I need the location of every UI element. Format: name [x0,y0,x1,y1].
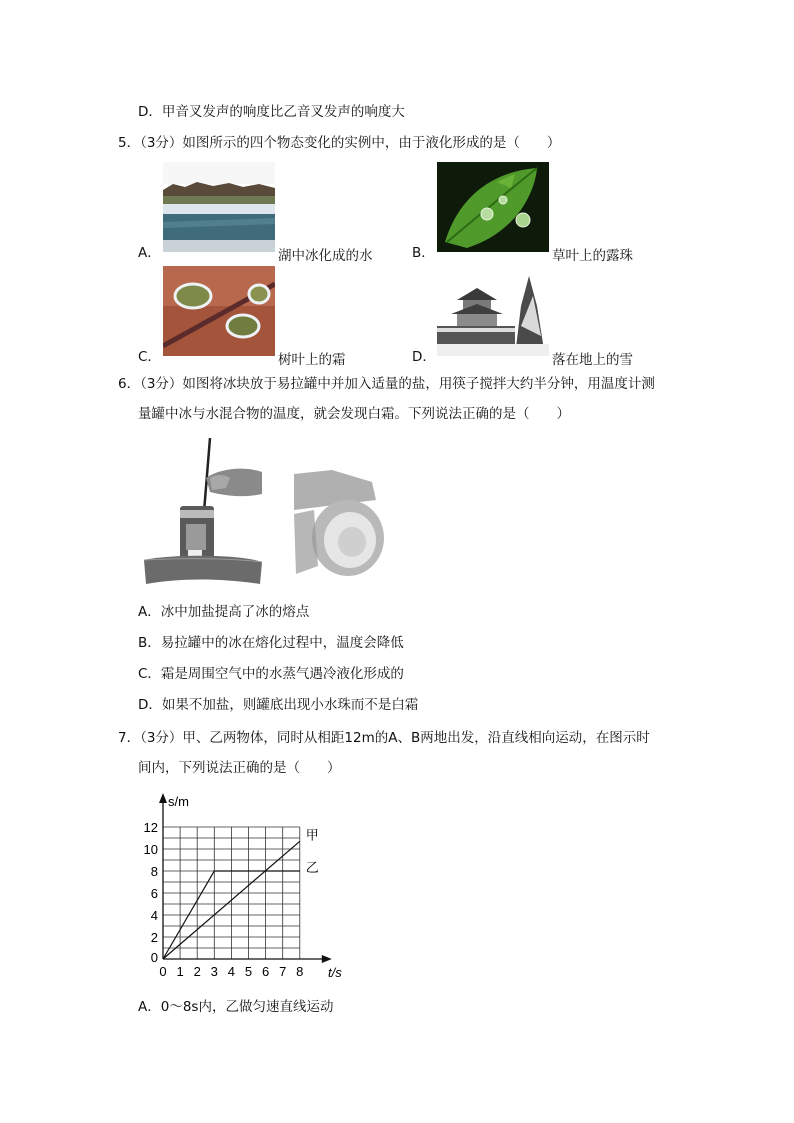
q6-stem-line1: 6．（3分）如图将冰块放于易拉罐中并加入适量的盐，用筷子搅拌大约半分钟，用温度计测 [118,376,655,392]
q4-option-d: D．甲音叉发声的响度比乙音叉发声的响度大 [138,104,405,120]
x-tick-label: 2 [193,964,201,979]
y-axis-label: s/m [168,794,189,809]
x-axis-arrow [322,955,332,963]
frost-leaves-photo [163,266,275,356]
leaf-dew-photo [437,162,549,252]
x-tick-label: 0 [159,964,167,979]
y-axis-arrow [159,793,167,803]
q7-stem-line1: 7．（3分）甲、乙两物体，同时从相距12m的A、B两地出发，沿直线相向运动，在图示时 [118,730,650,746]
x-tick-label: 7 [279,964,287,979]
distance-time-chart [130,788,370,982]
q6-stem-line2: 量罐中冰与水混合物的温度，就会发现白霜。下列说法正确的是（ ） [138,406,570,422]
snow-temple-photo [437,266,549,356]
q5-stem: 5．（3分）如图所示的四个物态变化的实例中，由于液化形成的是（ ） [118,135,561,151]
q6-option-c: C．霜是周围空气中的水蒸气遇冷液化形成的 [138,666,404,682]
frosted-can-bottom-photo [292,470,388,580]
x-tick-label: 8 [296,964,304,979]
x-tick-label: 6 [261,964,270,979]
x-tick-label: 1 [176,964,184,979]
y-tick-label: 0 [150,950,158,965]
series-label: 甲 [305,827,319,843]
y-tick-label: 6 [150,886,158,901]
x-tick-label: 5 [244,964,253,979]
chart-axes [159,793,332,963]
q6-option-b: B．易拉罐中的冰在熔化过程中，温度会降低 [138,635,404,651]
q7-stem-line2: 间内，下列说法正确的是（ ） [138,760,341,776]
q7-option-a: A．0～8s内，乙做匀速直线运动 [138,999,334,1015]
q5-option-b-letter: B． [412,245,435,261]
q5-option-a-caption: 湖中冰化成的水 [278,248,373,264]
x-tick-label: 3 [210,964,218,979]
y-tick-label: 10 [143,842,158,857]
y-tick-label: 12 [143,820,158,835]
chart-grid [163,827,300,959]
y-tick-label: 4 [150,908,158,923]
q5-option-d-caption: 落在地上的雪 [552,352,633,368]
x-axis-label: t/s [328,965,342,980]
q5-option-c-letter: C． [138,349,161,365]
lake-photo [163,162,275,252]
q5-option-d-letter: D． [412,349,436,365]
q5-option-b-caption: 草叶上的露珠 [552,248,633,264]
x-tick-label: 4 [227,964,236,979]
y-tick-label: 8 [150,864,158,879]
can-stirring-photo [140,438,265,586]
q5-option-c-caption: 树叶上的霜 [278,352,346,368]
q5-option-a-letter: A． [138,245,161,261]
q6-option-d: D．如果不加盐，则罐底出现小水珠而不是白霜 [138,697,419,713]
y-tick-label: 2 [150,930,158,945]
q6-option-a: A．冰中加盐提高了冰的熔点 [138,604,310,620]
series-label: 乙 [305,860,319,875]
